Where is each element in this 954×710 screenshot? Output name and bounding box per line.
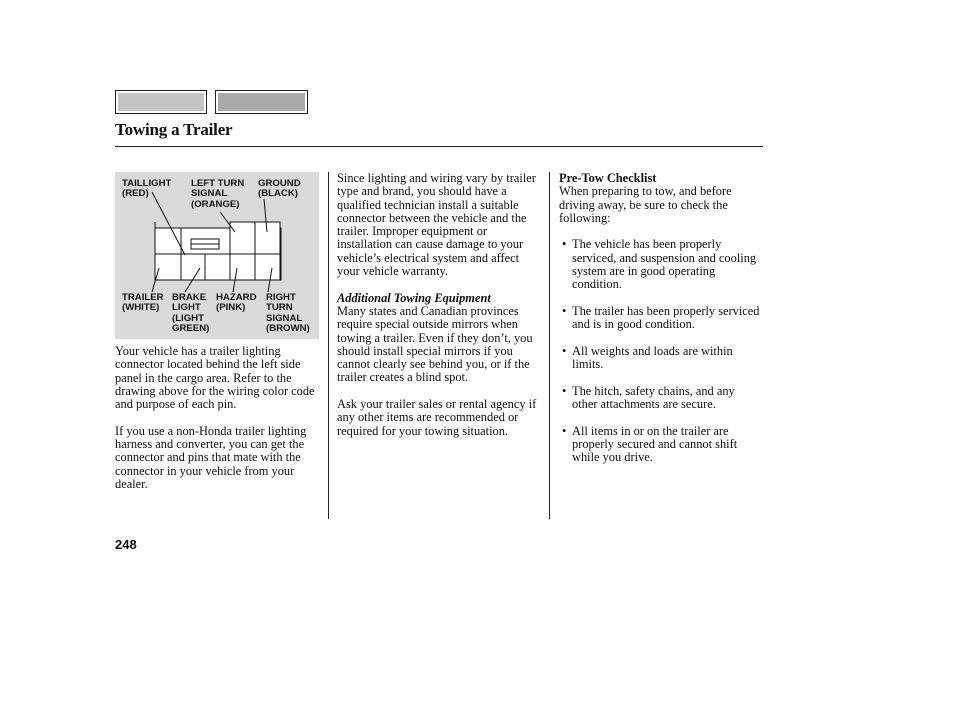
label-trailer: TRAILER (WHITE) — [122, 292, 164, 314]
list-item: • All weights and loads are within limits. — [562, 343, 733, 372]
header-tab-right — [215, 90, 308, 114]
label-right-turn: RIGHT TURN SIGNAL (BROWN) — [266, 292, 310, 335]
pre-tow-checklist-heading: Pre-Tow Checklist — [559, 171, 657, 185]
column-2 — [337, 172, 543, 451]
list-item: • All items in or on the trailer are properly secured and cannot shift while you drive. — [562, 423, 738, 465]
list-item: • The vehicle has been properly serviced, and suspension and cooling system are in good operating condition. — [562, 237, 757, 292]
column-divider-1 — [328, 172, 329, 519]
page-title: Towing a Trailer — [115, 120, 233, 139]
column-1 — [115, 345, 321, 505]
connector-location-paragraph: Your vehicle has a trailer lighting connector located behind the left side panel in the cargo area. Refer to the drawing above for the wiring color code and purpose of each pin. — [115, 344, 315, 412]
wiring-paragraph: Since lighting and wiring vary by trailer type and brand, you should have a qualified technician install a suitable connector between the vehicle and the trailer. Improper equipment or installation can cause damage to your vehicle’s electrical system and affect your vehicle warranty. — [337, 171, 536, 279]
ask-dealer-paragraph: Ask your trailer sales or rental agency if any other items are recommended or required for your towing situation. — [337, 397, 537, 438]
connector-diagram — [115, 172, 319, 339]
pre-tow-checklist — [559, 238, 763, 464]
mirrors-paragraph: Many states and Canadian provinces require special outside mirrors when towing a trailer. Even if they don’t, you should install special mirrors if you cannot clearly see behind you, or if the trailer creates a blind spot. — [337, 303, 533, 385]
page-number: 248 — [115, 537, 137, 552]
label-ground: GROUND (BLACK) — [258, 178, 301, 200]
non-honda-harness-paragraph: If you use a non-Honda trailer lighting harness and converter, you can get the connector and pins that mate with the connector in your vehicle from your dealer. — [115, 423, 307, 491]
checklist-intro: When preparing to tow, and before driving away, be sure to check the following: — [559, 184, 732, 225]
additional-equipment-heading: Additional Towing Equipment — [337, 290, 491, 305]
bullet-icon: • — [562, 303, 567, 318]
bullet-icon: • — [562, 423, 567, 438]
bullet-icon: • — [562, 237, 567, 252]
column-3 — [559, 172, 763, 478]
label-brake: BRAKE LIGHT (LIGHT GREEN) — [172, 292, 210, 335]
label-taillight: TAILLIGHT (RED) — [122, 178, 172, 200]
label-hazard: HAZARD (PINK) — [216, 292, 257, 314]
label-left-turn: LEFT TURN SIGNAL (ORANGE) — [191, 178, 245, 210]
bullet-icon: • — [562, 383, 567, 398]
list-item: • The hitch, safety chains, and any other attachments are secure. — [562, 383, 735, 412]
header-tab-left — [115, 90, 207, 114]
bullet-icon: • — [562, 343, 567, 358]
column-divider-2 — [549, 172, 550, 519]
list-item: • The trailer has been properly serviced and is in good condition. — [562, 303, 760, 332]
title-divider — [115, 146, 763, 147]
